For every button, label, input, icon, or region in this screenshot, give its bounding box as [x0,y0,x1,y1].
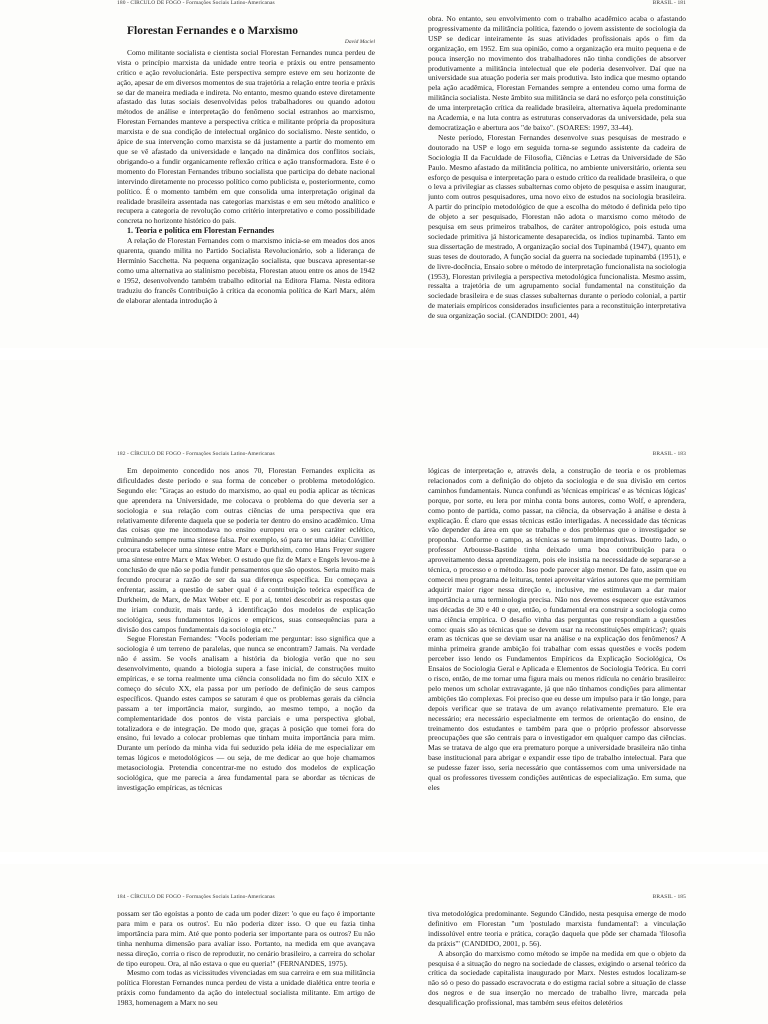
spread-gap [0,852,768,864]
page-spread-184-185 [0,864,768,1024]
running-header [428,894,686,904]
page-body [117,466,375,852]
paragraph: lógicas de interpretação e, através dela, a construção de teoria e os problemas relacionados com a definição do objeto da sociologia e de sua divisão em certos caminhos fundamentais. Nunca confundi as 'técnicas empíricas' e as 'técnicas lógicas' porque, por sorte, eu lera por minha conta bons autores, como Wolf, e aprendera, como ponto de partida, como passar, na ciência, da observação à análise e desta à explicação. É claro que essas técnicas estão interligadas. A necessidade das técnicas vão depender da área em que se trabalhe e dos problemas que o investigador se proponha. Conforme o campo, as técnicas se tornam improdutivas. Doutro lado, o professor Arbousse-Bastide tinha deixado uma boa contribuição para o aproveitamento dessa aprendizagem, pois ele insistia na necessidade de separar-se a técnica, o processo e o método. Isso pode parecer algo menor. De fato, assim que eu comecei meu programa de leituras, tentei aproveitar vários autores que me permitiam adquirir maior rigor nessa direção e, inclusive, me estimulavam a dar maior importância a uma terminologia precisa. Não nos devemos esquecer que estávamos nas décadas de 30 e 40 e que, então, o fundamental era construir a sociologia como uma ciência empírica. O desafio vinha das perguntas que respondiam a questões como: quais são as técnicas que se devem usar na reconstituições empíricas?; quais eram as técnicas que se deviam usar na análise e na explicação dos fenômenos? A minha primeira grande ambição foi trabalhar com essas questões e vocês podem perceber isso lendo os Fundamentos Empíricos da Explicação Sociológica, Os Ensaios de Sociologia Geral e Aplicada e Elementos de Sociologia Teórica. Eu corri o risco, então, de me tornar uma figura mais ou menos ridícula no cenário brasileiro: pelo menos um scholar extravagante, já que não tínhamos condições para alimentar ambições tão complexas. Foi preciso que eu desse um impulso para ir tão longe, para depois verificar que se tratava de um avanço relativamente prematuro. Ele era necessário; era necessário especialmente em termos de orientação do ensino, de treinamento dos estudantes e também para que o próprio professor absorvesse preocupações que são centrais para o investigador em qualquer campo das ciências. Mas se tratava de algo que era prematuro porque a universidade brasileira não tinha base institucional para abrigar e expandir esse tipo de trabalho intelectual. Para que se pudesse fazer isso, seria necessário que contássemos com uma universidade na qual os professores tivessem condições autênticas de especialização. Em suma, que eles [428,466,686,792]
article-title: Florestan Fernandes e o Marxismo [127,25,298,37]
page-body [117,25,375,348]
article-author: David Maciel [344,39,375,45]
paragraph: tiva metodológica predominante. Segundo Cândido, nesta pesquisa emerge de modo definitivo em Florestan "um 'postulado marxista fundamental': a vinculação indissolúvel entre teoria e prática, coração daquela que pôde ser chamada 'filosofia da práxis'" (CANDIDO, 2001, p. 56). [428,909,686,948]
running-header-left: 182 - CÍRCULO DE FOGO - Formações Sociais Latino-Americanas [117,451,275,457]
paragraph: Como militante socialista e cientista social Florestan Fernandes nunca perdeu de vista o princípio marxista da unidade entre teoria e práxis ou entre pensamento crítico e ação revolucionária. Este perspectiva sempre esteve em seu horizonte de ação, apesar de em diversos momentos de sua trajetória a relação entre teoria e práxis se dar de maneira mediada e indireta. No entanto, mesmo quando esteve diretamente afastado das lutas sociais desenvolvidas pelos trabalhadores ou quando adotou métodos de análise e interpretação do fenômeno social estranhos ao marxismo, Florestan Fernandes manteve a perspectiva crítica e militante própria da propositura marxista e de sua condição de intelectual orgânico do socialismo. Neste sentido, o ápice de sua intervenção como marxista se dá justamente a partir do momento em que se vê afastado da universidade e lançado na dinâmica dos conflitos sociais, obrigando-o a fundir organicamente reflexão crítica e ação transformadora. Este é o momento do Florestan Fernandes tribuno socialista que participa do debate nacional intervindo diretamente no processo político como publicista e, posteriormente, como político. É o momento também em que consolida uma interpretação original da realidade brasileira assentada nas categorias marxistas e em seu método analítico e recupera a categoria de revolução como critério interpretativo e como possibilidade concreta no horizonte histórico do país. [117,47,375,226]
running-header-left: 180 - CÍRCULO DE FOGO - Formações Sociais Latino-Americanas [117,0,275,6]
running-header [117,894,375,904]
page-181 [428,0,686,348]
page-spread-180-181 [0,0,768,348]
page-body [428,466,686,852]
page-183 [428,360,686,852]
paragraph: Mesmo com todas as vicissitudes vivenciadas em sua carreira e em sua militância política Florestan Fernandes nunca perdeu de vista a unidade dialética entre teoria e práxis como fundamento da ação do intelectual socialista militante. Em artigo de 1983, homenagem a Marx no seu [117,968,375,1008]
paragraph: Segue Florestan Fernandes: "Vocês poderiam me perguntar: isso significa que a sociologia é um terreno de paralelas, que nunca se encontram? Jamais. Na verdade não é assim. Se vocês analisam a história da biologia verão que no seu desenvolvimento, quando a biologia supera a fase inicial, de construções muito empíricas, e se torna realmente uma ciência consolidada no fim do século XIX e começo do século XX, ela passa por um período de definição de seus campos específicos. Quando estes campos se saturam é que os problemas gerais da ciência passam a ter importância maior, surgindo, ao mesmo tempo, a noção da complementaridade dos pontos de vista parciais e uma perspectiva global, totalizadora e de integração. De modo que, graças à posição que tomei fora do ensino, fui levado a colocar problemas que tinham muita importância para mim. Durante um período da minha vida fui seduzido pela idéia de me especializar em temas lógicos e metodológicos — ou seja, de me dedicar ao que hoje chamamos metasociologia. Pretendia concentrar-me no estudo dos modelos de explicação sociológica, que me parecia a área fundamental para se abordar as técnicas de investigação empíricas, as técnicas [117,634,375,792]
paragraph: obra. No entanto, seu envolvimento com o trabalho acadêmico acaba o afastando progressivamente da militância política, fazendo o jovem assistente de sociologia da USP se dedicar inteiramente às suas atividades profissionais após o fim da organização, em 1952. Em sua opinião, como a organização era muito pequena e de pouca inserção no movimento dos trabalhadores não tinha condições de absorver produtivamente a militância intelectual que ele poderia desenvolver. Daí que na universidade sua atuação poderia ser mais produtiva. Isto indica que mesmo optando pela ação acadêmica, Florestan Fernandes sempre a entendeu como uma forma de militância socialista. Neste âmbito sua militância se dará no esforço pela constituição de uma interpretação crítica da realidade brasileira, alternativa àquela predominante na Academia, e na luta contra as estruturas conservadoras da universidade, pela sua democratização e abertura aos "de baixo". (SOARES: 1997, 33-44). [428,14,686,132]
running-header-right: BRASIL - 185 [652,894,686,900]
running-header [117,451,375,461]
paragraph: Neste período, Florestan Fernandes desenvolve suas pesquisas de mestrado e doutorado na USP e logo em seguida torna-se segundo assistente da cadeira de Sociologia II da Faculdade de Filosofia, Ciências e Letras da Universidade de São Paulo. Mesmo afastado da militância política, no ambiente universitário, orienta seu esforço de pesquisa e interpretação para o estudo crítico da realidade brasileira, o que o leva a privilegiar as classes subalternas como objeto de pesquisa e assim inaugurar, junto com outros pesquisadores, uma novo eixo de estudos na sociologia brasileira. A partir do princípio metodológico de que a escolha do método é definida pelo tipo de objeto a ser pesquisado, Florestan não adota o marxismo como método de pesquisa em seus primeiros trabalhos, de caráter antropológico, pois estuda uma sociedade primitiva já historicamente desaparecida, os índios tupinambá. Tanto em sua dissertação de mestrado, A organização social dos Tupinambá (1947), quanto em suas teses de doutorado, A função social da guerra na sociedade tupinambá (1951), e de livre-docência, Ensaio sobre o método de interpretação funcionalista na sociologia (1953), Florestan privilegia a perspectiva metodológica funcionalista. Mesmo assim, ressalta a trajetória de um agrupamento social fundamental na constituição da sociedade brasileira e de suas classes subalternas durante o período colonial, a partir de materiais empíricos considerados insuficientes para a reconstituição interpretativa de sua organização social. (CANDIDO: 2001, 44) [428,132,686,321]
paragraph: A absorção do marxismo como método se impõe na medida em que o objeto da pesquisa é a situação do negro na sociedade de classes, exigindo o arsenal teórico da crítica da sociedade capitalista inaugurado por Marx. Nestes estudos localizam-se não só o peso do passado escravocrata e do estigma racial sobre a situação de classe dos negros e de sua inserção no mercado de trabalho livre, marcada pela desqualificação profissional, mas também seus efeitos deletérios [428,948,686,1008]
page-spread-182-183 [0,360,768,852]
running-header-right: BRASIL - 181 [652,0,686,6]
spread-gap [0,348,768,360]
page-182 [117,360,375,852]
running-header [428,0,686,10]
paragraph: A relação de Florestan Fernandes com o marxismo inicia-se em meados dos anos quarenta, quando milita no Partido Socialista Revolucionário, sob a liderança de Hermínio Sacchetta. Na pequena organização socialista, que buscava apresentar-se como uma alternativa ao stalinismo pecebista, Florestan atuou entre os anos de 1942 e 1952, desenvolvendo também trabalho editorial na Editora Flama. Nesta editora traduziu do francês Contribuição à crítica da economia política de Karl Marx, além de elaborar alentada introdução à [117,236,375,305]
page-184 [117,864,375,1024]
paragraph: Em depoimento concedido nos anos 70, Florestan Fernandes explicita as dificuldades deste período e sua forma de conceber o problema metodológico. Segundo ele: "Graças ao estudo do marxismo, ao qual eu podia aplicar as técnicas que aprendera na Universidade, me colocava o problema do que deveria ser a sociologia e sua relação com outras ciências de uma perspectiva que era relativamente diferente daquela que se poderia ter dentro do ensino acadêmico. Uma das coisas que me incomodava no ensino europeu era o seu caráter eclético, culminando sempre numa síntese falsa. Por exemplo, só para ter uma idéia: Cuvillier procura estabelecer uma síntese entre Marx e Durkheim, como Hans Freyer sugere uma síntese entre Marx e Max Weber. O estudo que fiz de Marx e Engels levou-me à conclusão de que não se podia fundir pensamentos que são opostos. Seria muito mais fecundo procurar a razão de ser da sua diferença específica. Eu começava a enfrentar, assim, a questão de saber qual é a contribuição teórica específica de Durkheim, de Marx, de Max Weber etc. E por aí, tentei descobrir as respostas que me iriam conduzir, mais tarde, à identificação dos modelos de explicação sociológica, seus fundamentos lógicos e empíricos, suas consequências para a divisão dos campos fundamentais da sociologia etc." [117,466,375,634]
running-header-left: 184 - CÍRCULO DE FOGO - Formações Sociais Latino-Americanas [117,894,275,900]
page-180 [117,0,375,348]
section-heading: 1. Teoria e política em Florestan Fernandes [127,226,275,236]
running-header [428,451,686,461]
page-body [428,909,686,1024]
running-header-right: BRASIL - 183 [652,451,686,457]
page-body [117,909,375,1024]
page-185 [428,864,686,1024]
running-header [117,0,375,10]
paragraph: possam ser tão egoístas a ponto de cada um poder dizer: 'o que eu faço é importante para mim e para os outros'. Eu não poderia dizer isso. O que eu fazia tinha importância para mim. Até que ponto poderia ser importante para os outros? Eu não tinha nenhuma dimensão para avaliar isso. Portanto, na medida em que avançava nessa direção, corria o risco de reproduzir, no cenário brasileiro, a carreira do scholar de tipo europeu. Ora, al não estava o que eu queria!" (FERNANDES, 1975). [117,909,375,968]
page-body [428,14,686,348]
